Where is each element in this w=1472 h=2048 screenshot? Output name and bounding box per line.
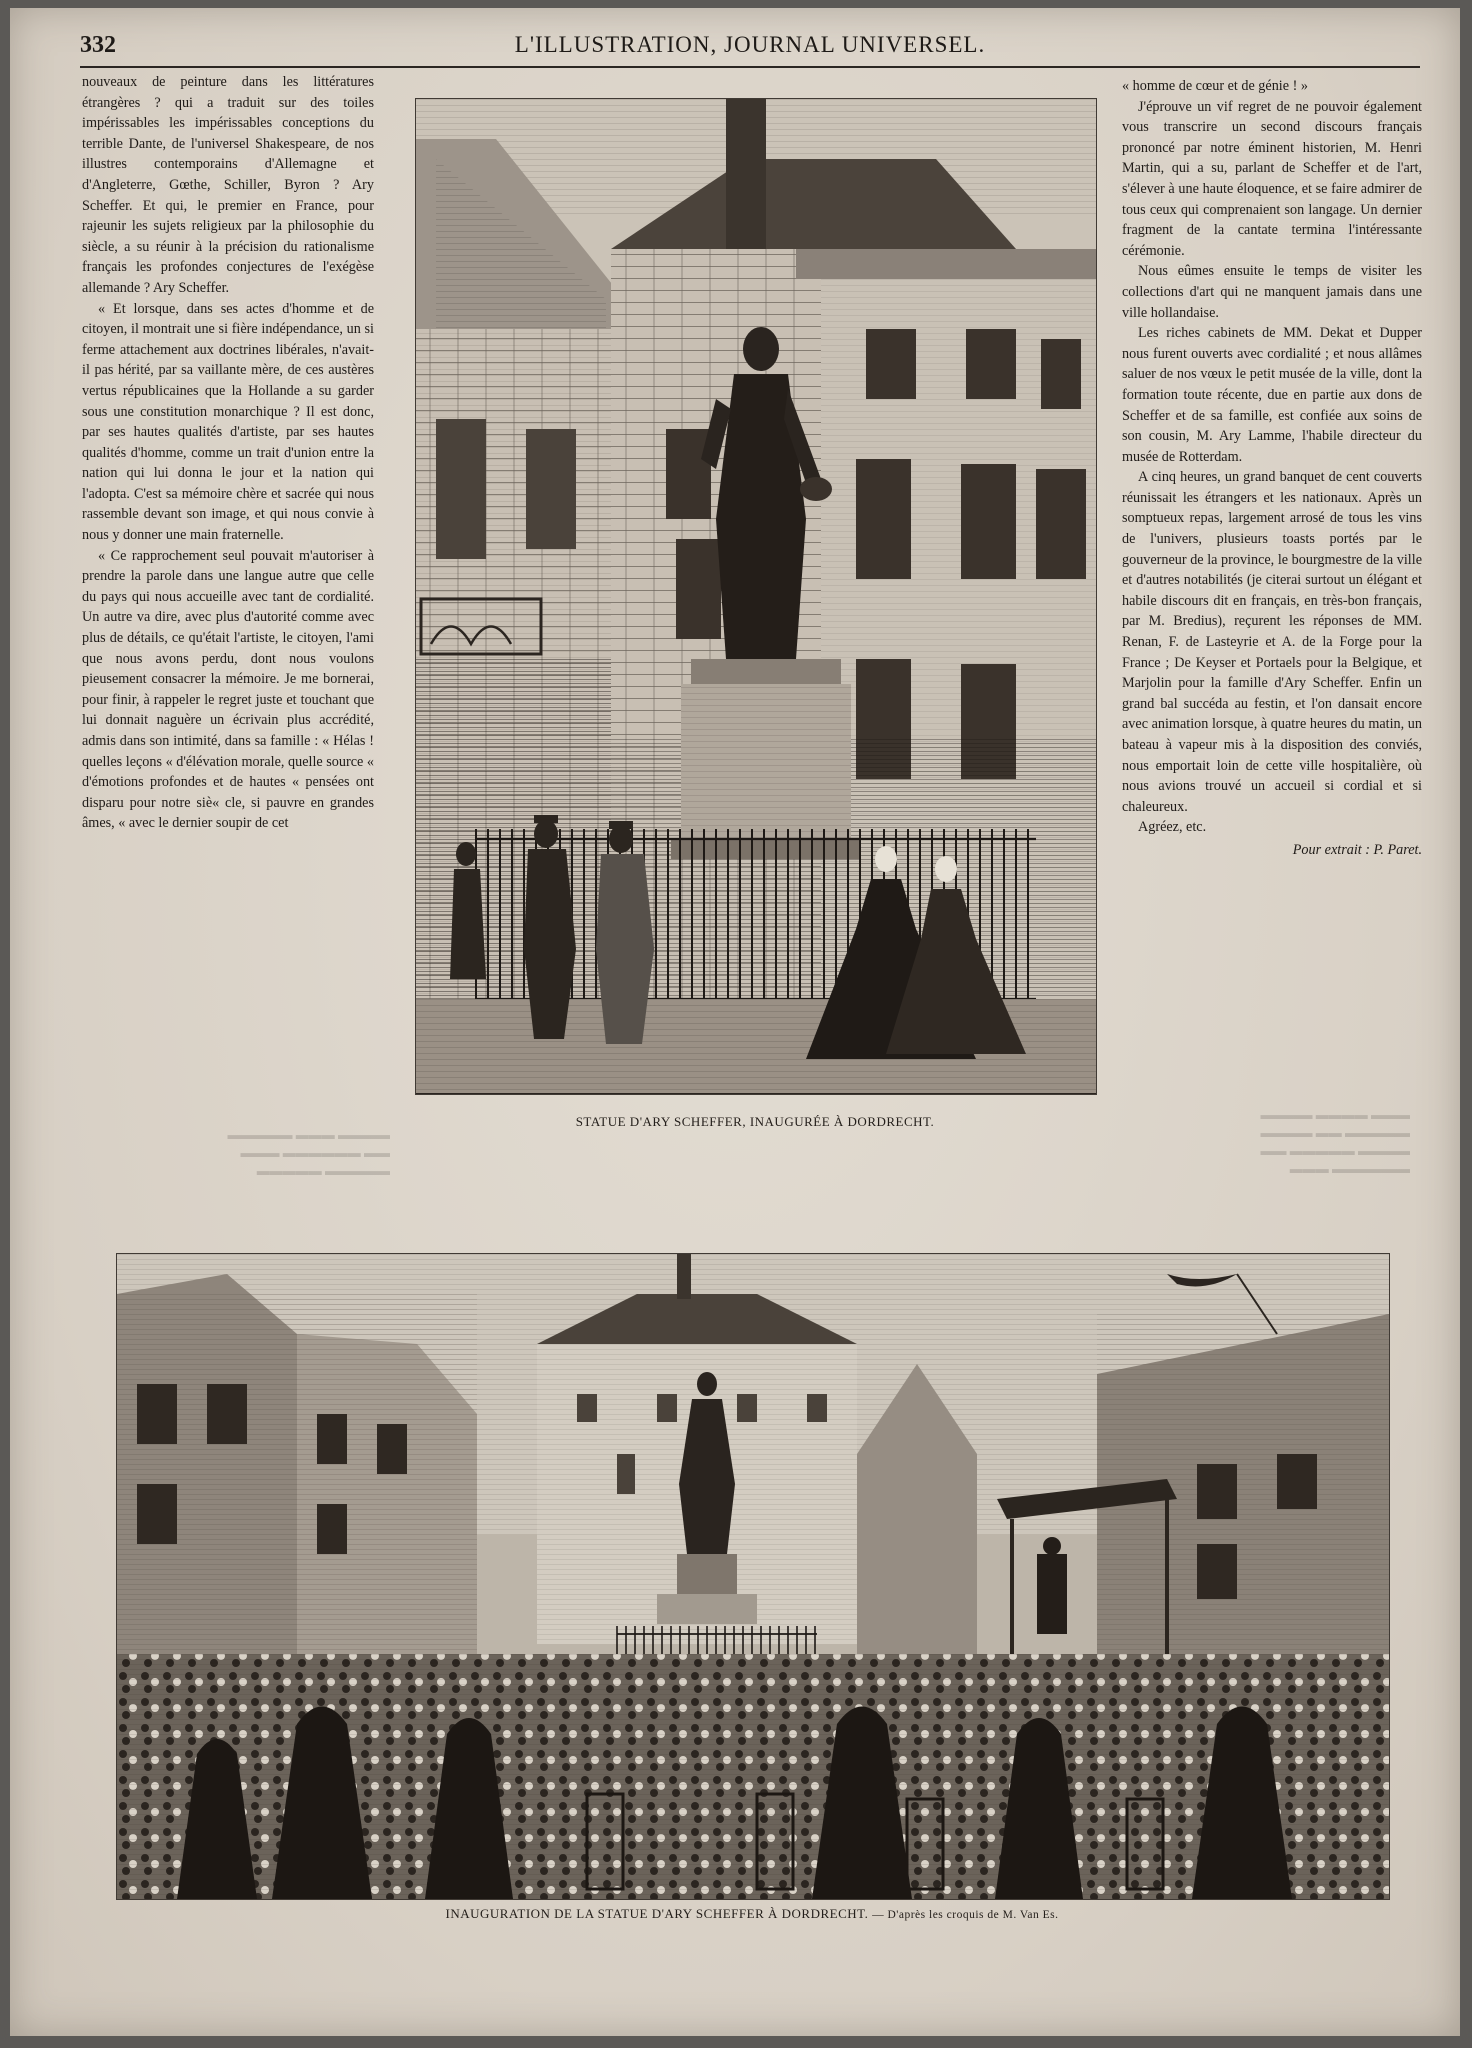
signature: Pour extrait : P. Paret. — [1292, 841, 1422, 858]
statue-engraving — [415, 98, 1097, 1095]
paragraph: Les riches cabinets de MM. Dekat et Dupper nous furent ouverts avec cordialité ; et nous allâmes saluer de nos vœux le petit musée de la ville, dont la formation toute récente, due en partie aux dons de Scheffer et de sa famille, est confiée aux soins de son cousin, M. Ary Lamme, l'habile directeur du musée de Rotterdam. — [1122, 325, 1422, 465]
statue-engraving-drawing — [416, 99, 1096, 1094]
paragraph: « Ce rapprochement seul pouvait m'autoriser à prendre la parole dans une langue autre que celle du pays qui nous accueille avec tant de cordialité. Un autre va dire, avec plus d'autorité comme avec plus de détails, ce qu'était l'artiste, le citoyen, l'ami que nous avons perdu, dont nous voulons pieusement consacrer la mémoire. Je me bornerai, pour finir, à rappeler le regret juste et touchant que lui donnait naguère un écrivain plus accrédité, admis dans son intimité, dans sa famille : « Hélas ! quelles leçons « d'élévation morale, quelle source « d'émotions profondes et de hautes « pensées ont disparu pour notre siè« cle, si pauvre en grandes âmes, « avec le dernier soupir de cet — [82, 547, 374, 832]
bottom-caption-credit: — D'après les croquis de M. Van Es. — [872, 1909, 1059, 1921]
bleed-through-texture: ▬▬▬ ▬▬▬▬ ▬▬▬▬ ▬▬▬▬▬ ▬▬ ▬▬▬▬ ▬▬▬▬ ▬▬▬▬▬ ▬▬ ▬▬▬▬▬▬ ▬▬▬ — [1260, 1107, 1410, 1176]
inauguration-engraving-drawing — [117, 1254, 1389, 1899]
top-figure-caption — [415, 1114, 1095, 1130]
journal-title: L'ILLUSTRATION, JOURNAL UNIVERSEL. — [514, 32, 986, 57]
bottom-figure-caption — [116, 1906, 1388, 1922]
paragraph: J'éprouve un vif regret de ne pouvoir également vous transcrire un second discours français prononcé par notre éminent historien, M. Henri Martin, qui a su, parlant de Scheffer et de l'art, s'élever à une haute éloquence, et se faire admirer de tous ceux qui comprenaient son langage. Un dernier fragment de la cantate termina l'intéressante cérémonie. — [1122, 98, 1422, 259]
inauguration-engraving — [116, 1253, 1390, 1900]
page-header — [80, 26, 1420, 68]
paragraph: Agréez, etc. — [1138, 819, 1207, 836]
page-number: 332 — [80, 32, 116, 58]
newspaper-page — [10, 8, 1460, 2036]
paragraph: « Et lorsque, dans ses actes d'homme et de citoyen, il montrait une si fière indépendance, un si ferme attachement aux doctrines libérales, n'avait-il pas hérité, par sa vaillante mère, de ces austères vertus républicaines que la Hollande a su garder sous une constitution monarchique ? Il est donc, par ses hautes qualités d'artiste, par ses hautes qualités d'homme, comme un trait d'union entre la nation qui lui donna le jour et la nation qui l'adopta. C'est sa mémoire chère et sacrée qui nous rassemble devant son image, et qui nous convie à nous y donner une main fraternelle. — [82, 300, 374, 544]
top-caption-text: STATUE D'ARY SCHEFFER, INAUGURÉE À DORDRECHT. — [575, 1114, 935, 1129]
left-text-column — [82, 72, 374, 834]
paragraph: « homme de cœur et de génie ! » — [1122, 78, 1308, 94]
paragraph: Nous eûmes ensuite le temps de visiter les collections d'art qui ne manquent jamais dans une ville hollandaise. — [1122, 263, 1422, 321]
bottom-caption-text: INAUGURATION DE LA STATUE D'ARY SCHEFFER À DORDRECHT. — [445, 1906, 869, 1921]
paragraph: nouveaux de peinture dans les littératures étrangères ? qui a traduit sur des toiles impérissables les impérissables conceptions du terrible Dante, de l'universel Shakespeare, de nos illustres contemporains d'Allemagne et d'Angleterre, Gœthe, Schiller, Byron ? Ary Scheffer. Et qui, le premier en France, pour rajeunir les sujets religieux par la philosophie du siècle, a su réunir à la précision du rationalisme français les profondes conjectures de l'exégèse allemande ? Ary Scheffer. — [82, 74, 374, 296]
right-text-column — [1122, 76, 1422, 861]
paragraph: A cinq heures, un grand banquet de cent couverts réunissait les étrangers et les nationaux. Après un somptueux repas, largement arrosé de tous les vins de l'univers, plusieurs toasts portés par le gouverneur de la province, le bourgmestre de la ville et d'autres notabilités (je citerai surtout un élégant et habile discours dit en français, en très-bon français, par M. Bredius), reçurent les réponses de MM. Renan, F. de Lasteyrie et A. de la Forge pour la France ; De Keyser et Portaels pour la Belgique, et Marjolin pour la famille d'Ary Scheffer. Enfin un grand bal succéda au festin, et l'on dansait encore avec animation lorsque, à quatre heures du matin, un bateau à vapeur mis à la disposition des conviés, nous emportait loin de cette ville hospitalière, où nous avions trouvé un accueil si cordial et si chaleureux. — [1122, 469, 1422, 815]
bleed-through-texture: ▬▬▬▬ ▬▬▬ ▬▬▬▬▬ ▬▬ ▬▬▬▬▬▬ ▬▬▬ ▬▬▬▬▬ ▬▬▬▬▬ — [227, 1127, 390, 1178]
